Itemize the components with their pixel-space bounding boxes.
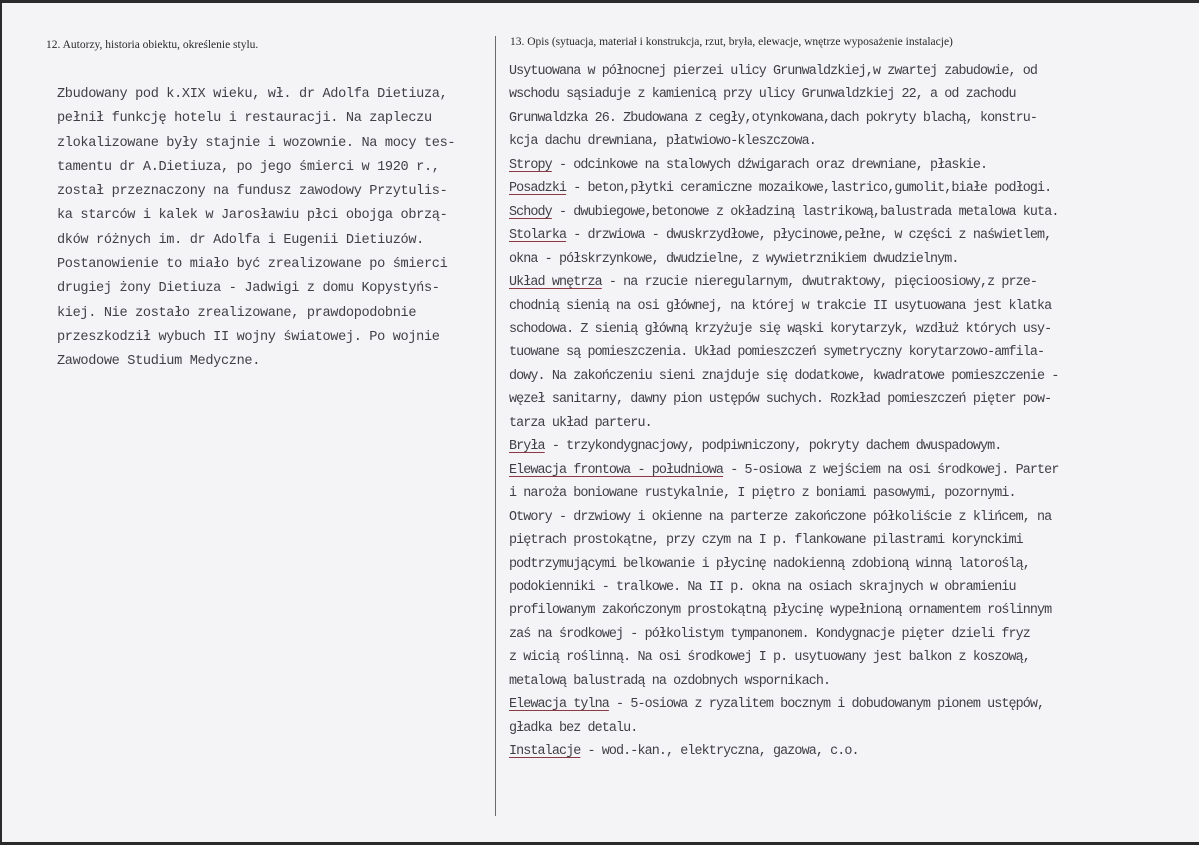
description-text <box>509 60 1058 764</box>
subsection-label: Stropy <box>509 157 552 173</box>
subsection-label: Schody <box>509 204 552 220</box>
document-page <box>2 3 1199 842</box>
subsection-label: Elewacja frontowa - południowa <box>509 462 724 478</box>
description-text-content: profilowanym zakończonym prostokątną płycinę wypełnioną ornamentem roślinnym <box>509 603 1052 619</box>
description-text-line <box>509 717 1058 740</box>
description-text-line <box>509 295 1058 318</box>
description-section-header: 13. Opis (sytuacja, materiał i konstrukcja, rzut, bryła, elewacje, wnętrze wyposażenie instalacje) <box>510 36 953 48</box>
description-text-content: chodnią sienią na osi głównej, na której w trakcie II usytuowana jest klatka <box>509 298 1052 314</box>
description-text-line <box>509 670 1058 693</box>
description-text-line <box>509 154 1058 177</box>
description-text-line <box>509 740 1058 763</box>
description-section <box>497 3 1199 842</box>
description-text-content: Grunwaldzka 26. Zbudowana z cegły,otynkowana,dach pokryty blachą, konstru- <box>509 110 1038 126</box>
subsection-label: Układ wnętrza <box>509 275 602 291</box>
description-text-content: - na rzucie nieregularnym, dwutraktowy, pięcioosiowy,z prze- <box>601 275 1038 291</box>
description-text-line <box>509 482 1058 505</box>
description-text-content: okna - półskrzynkowe, dwudzielne, z wywietrznikiem dwudzielnym. <box>509 251 959 267</box>
history-text-line: Zbudowany pod k.XIX wieku, wł. dr Adolfa Dietiuza, <box>57 87 448 102</box>
description-text-content: - beton,płytki ceramiczne mozaikowe,lastrico,gumolit,białe podłogi. <box>566 181 1052 197</box>
description-text-line <box>509 130 1058 153</box>
description-text-content: dowy. Na zakończeniu sieni znajduje się dodatkowe, kwadratowe pomieszczenie - <box>509 368 1059 384</box>
description-text-line <box>509 599 1058 622</box>
description-text-content: gładka bez detalu. <box>509 720 638 736</box>
description-text-content: - drzwiowa - dwuskrzydłowe, płycinowe,pełne, w części z naświetlem, <box>566 228 1052 244</box>
history-text-line: drugiej żony Dietiuza - Jadwigi z domu Kopystyńs- <box>57 281 440 297</box>
description-text-line <box>509 388 1058 411</box>
description-text-content: Usytuowana w północnej pierzei ulicy Grunwaldzkiej,w zwartej zabudowie, od <box>509 64 1038 79</box>
subsection-label: Elewacja tylna <box>509 697 609 713</box>
description-text-content: - trzykondygnacjowy, podpiwniczony, pokryty dachem dwuspadowym. <box>544 439 1002 455</box>
description-text-line <box>509 646 1058 669</box>
description-text-content: - 5-osiowa z wejściem na osi środkowej. Parter <box>723 462 1059 478</box>
description-text-content: kcja dachu drewniana, płatwiowo-kleszczowa. <box>509 134 816 150</box>
description-text-line <box>509 459 1058 482</box>
subsection-label: Posadzki <box>509 181 567 197</box>
description-text-line <box>509 224 1058 247</box>
description-text-line <box>509 83 1058 106</box>
description-text-line <box>509 177 1058 200</box>
description-text-line <box>509 529 1058 552</box>
description-text-line <box>509 623 1058 646</box>
description-text-content: podokienniki - tralkowe. Na II p. okna na osiach skrajnych w obramieniu <box>509 579 1016 595</box>
column-divider <box>495 36 496 816</box>
description-text-content: Otwory - drzwiowy i okienne na parterze zakończone półkoliście z klińcem, na <box>509 509 1052 525</box>
history-section <box>2 3 497 842</box>
history-text-line: ka starców i kalek w Jarosławiu płci obojga obrzą- <box>57 208 448 224</box>
description-text-line <box>509 318 1058 341</box>
history-section-header: 12. Autorzy, historia obiektu, określenie stylu. <box>46 39 259 51</box>
description-text-line <box>509 60 1058 83</box>
description-text-line <box>509 506 1058 529</box>
description-text-line <box>509 435 1058 458</box>
subsection-label: Instalacje <box>509 744 581 760</box>
history-text-line: został przeznaczony na fundusz zawodowy Przytulis- <box>57 184 448 200</box>
history-text-line: przeszkodził wybuch II wojny światowej. Po wojnie <box>57 329 440 345</box>
description-text-content: - 5-osiowa z ryzalitem bocznym i dobudowanym pionem ustępów, <box>608 697 1045 713</box>
description-text-content: podtrzymującymi belkowanie i płycinę nadokienną zdobioną winną latoroślą, <box>509 556 1030 572</box>
description-text-content: schodowa. Z sienią główną krzyżuje się wąski korytarzyk, wzdłuż których usy- <box>509 321 1052 337</box>
description-text-content: - dwubiegowe,betonowe z okładziną lastrikową,balustrada metalowa kuta. <box>551 204 1059 220</box>
description-text-line <box>509 412 1058 435</box>
history-text-line: Postanowienie to miało być zrealizowane po śmierci <box>57 257 448 273</box>
history-text-line: tamentu dr A.Dietiuza, po jego śmierci w 1920 r., <box>57 159 440 175</box>
description-text-content: piętrach prostokątne, przy czym na I p. flankowane pilastrami korynckimi <box>509 533 1023 549</box>
description-text-content: zaś na środkowej - półkolistym tympanonem. Kondygnacje pięter dzieli fryz <box>509 626 1030 642</box>
description-text-content: węzeł sanitarny, dawny pion ustępów suchych. Rozkład pomieszczeń pięter pow- <box>509 392 1052 408</box>
description-text-content: - wod.-kan., elektryczna, gazowa, c.o. <box>580 744 859 760</box>
subsection-label: Stolarka <box>509 228 567 244</box>
history-text-line: dków różnych im. dr Adolfa i Eugenii Dietiuzów. <box>57 232 424 248</box>
description-text-content: tuowane są pomieszczenia. Układ pomieszczeń symetryczny korytarzowo-amfila- <box>509 345 1045 361</box>
description-text-line <box>509 201 1058 224</box>
history-text-line: pełnił funkcję hotelu i restauracji. Na zapleczu <box>57 111 432 127</box>
description-text-line <box>509 248 1058 271</box>
history-text-line: zlokalizowane były stajnie i wozownie. Na mocy tes- <box>57 135 456 151</box>
description-text-content: - odcinkowe na stalowych dźwigarach oraz drewniane, płaskie. <box>551 157 988 173</box>
description-text-line <box>509 271 1058 294</box>
history-text <box>57 83 455 375</box>
description-text-content: wschodu sąsiaduje z kamienicą przy ulicy Grunwaldzkiej 22, a od zachodu <box>509 87 1016 103</box>
description-text-line <box>509 576 1058 599</box>
description-text-content: tarza układ parteru. <box>509 415 652 431</box>
description-text-content: metalową balustradą na ozdobnych wspornikach. <box>509 673 831 689</box>
description-text-line <box>509 693 1058 716</box>
description-text-line <box>509 365 1058 388</box>
description-text-line <box>509 341 1058 364</box>
description-text-line <box>509 553 1058 576</box>
description-text-content: i naroża boniowane rustykalnie, I piętro z boniami pasowymi, pozornymi. <box>509 486 1016 502</box>
history-text-line: kiej. Nie zostało zrealizowane, prawdopodobnie <box>57 305 417 321</box>
description-text-content: z wicią roślinną. Na osi środkowej I p. usytuowany jest balkon z koszową, <box>509 650 1030 666</box>
history-text-line: Zawodowe Studium Medyczne. <box>57 354 260 370</box>
subsection-label: Bryła <box>509 439 545 455</box>
description-text-line <box>509 107 1058 130</box>
